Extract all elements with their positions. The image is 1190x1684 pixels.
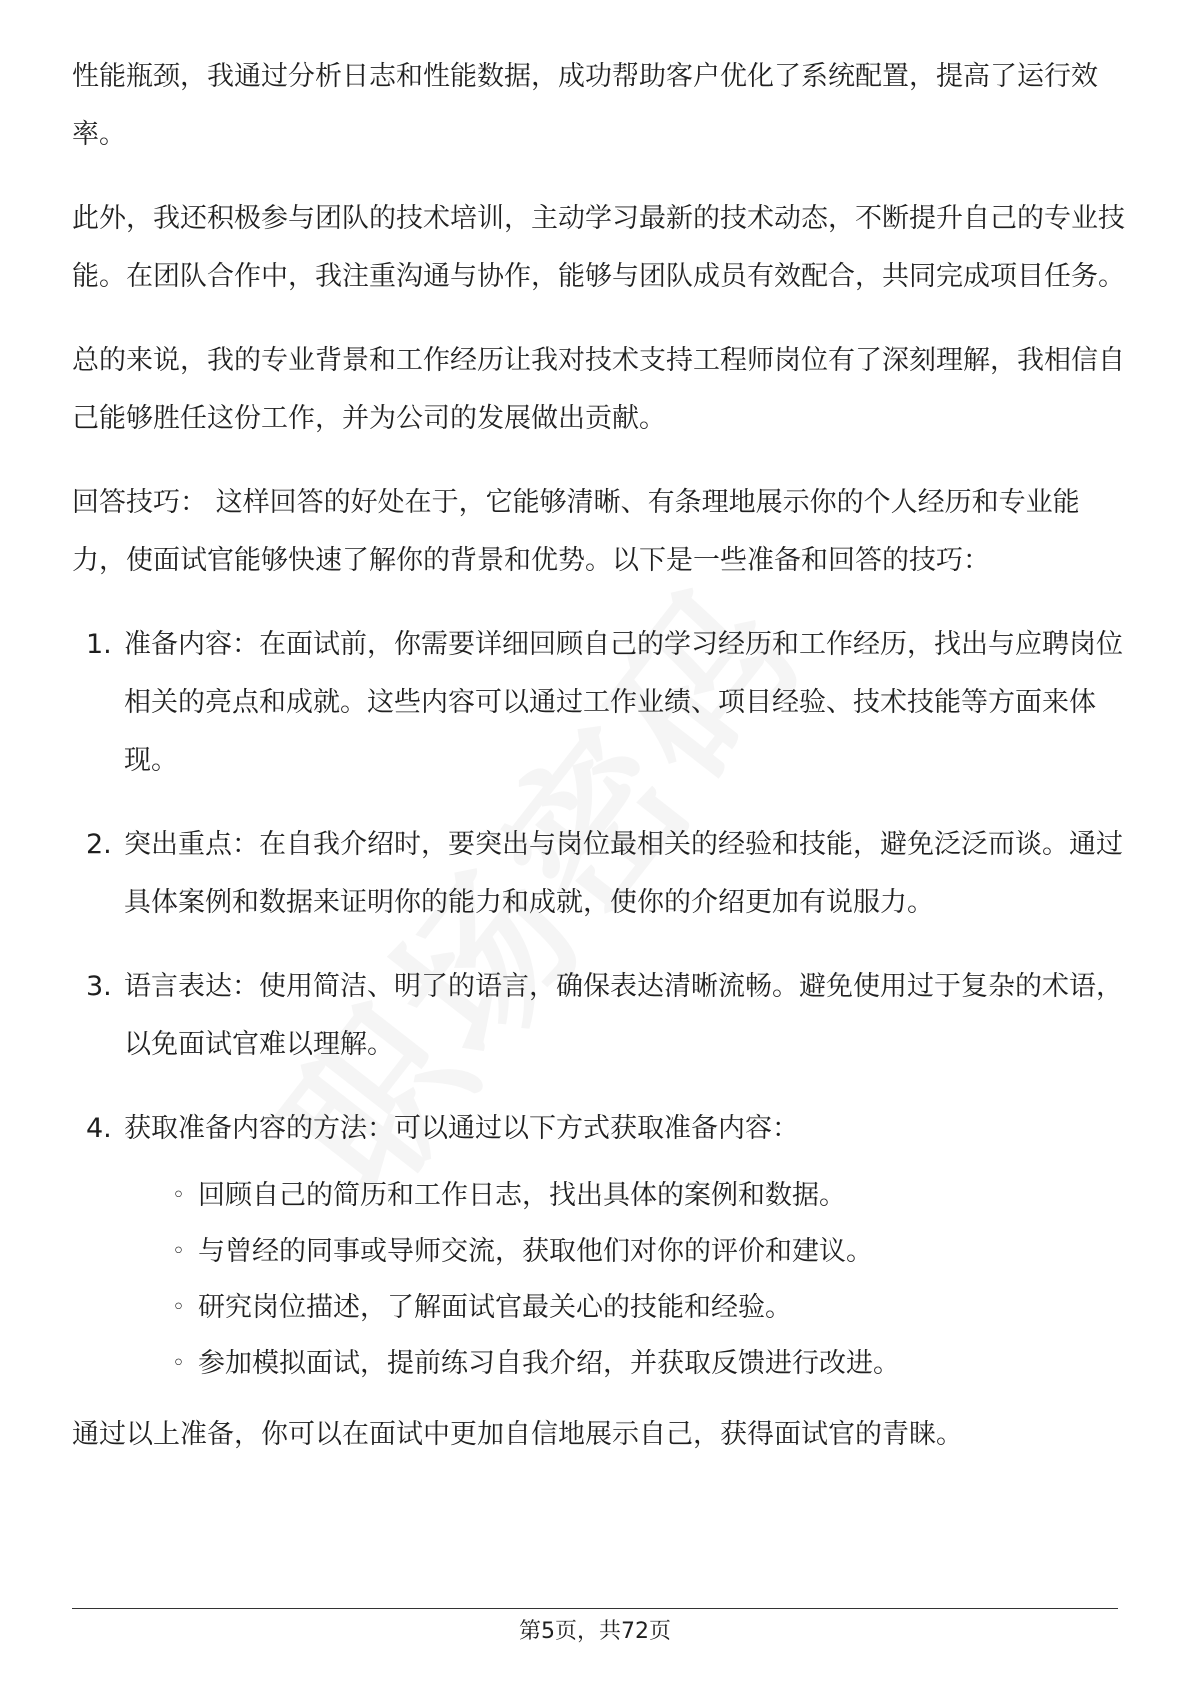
sub-list-item	[172, 1224, 1132, 1280]
paragraph-1: 性能瓶颈，我通过分析日志和性能数据，成功帮助客户优化了系统配置，提高了运行效率。	[72, 61, 1098, 150]
bullet-icon: ◦	[172, 1239, 185, 1264]
page-number: 第5页，共72页	[519, 1619, 671, 1644]
list-item-text: 语言表达：使用简洁、明了的语言，确保表达清晰流畅。避免使用过于复杂的术语，以免面试官难以理解。	[124, 971, 1123, 1060]
paragraph-tips-intro: 回答技巧： 这样回答的好处在于，它能够清晰、有条理地展示你的个人经历和专业能力，使面试官能够快速了解你的背景和优势。以下是一些准备和回答的技巧：	[72, 487, 1080, 576]
paragraph-3: 总的来说，我的专业背景和工作经历让我对技术支持工程师岗位有了深刻理解，我相信自己能够胜任这份工作，并为公司的发展做出贡献。	[72, 345, 1125, 434]
footer-divider	[72, 1608, 1118, 1609]
bullet-icon: ◦	[172, 1183, 185, 1208]
list-number: 3.	[86, 971, 112, 1002]
list-item-text: 突出重点：在自我介绍时，要突出与岗位最相关的经验和技能，避免泛泛而谈。通过具体案例和数据来证明你的能力和成就，使你的介绍更加有说服力。	[124, 829, 1123, 918]
list-item	[72, 616, 1132, 790]
document-body	[72, 48, 1132, 1490]
list-item	[72, 816, 1132, 932]
list-number: 4.	[86, 1113, 112, 1144]
closing-paragraph: 通过以上准备，你可以在面试中更加自信地展示自己，获得面试官的青睐。	[72, 1419, 963, 1450]
sub-list	[124, 1168, 1132, 1392]
list-item	[72, 958, 1132, 1074]
list-number: 2.	[86, 829, 112, 860]
sub-list-item-text: 与曾经的同事或导师交流，获取他们对你的评价和建议。	[198, 1236, 873, 1267]
list-item-text: 获取准备内容的方法：可以通过以下方式获取准备内容：	[124, 1113, 799, 1144]
bullet-icon: ◦	[172, 1351, 185, 1376]
list-item-text: 准备内容：在面试前，你需要详细回顾自己的学习经历和工作经历，找出与应聘岗位相关的亮点和成就。这些内容可以通过工作业绩、项目经验、技术技能等方面来体现。	[124, 629, 1123, 776]
sub-list-item-text: 回顾自己的简历和工作日志，找出具体的案例和数据。	[198, 1180, 846, 1211]
list-item	[72, 1100, 1132, 1392]
sub-list-item	[172, 1336, 1132, 1392]
sub-list-item-text: 参加模拟面试，提前练习自我介绍，并获取反馈进行改进。	[198, 1348, 900, 1379]
sub-list-item	[172, 1280, 1132, 1336]
bullet-icon: ◦	[172, 1295, 185, 1320]
paragraph-2: 此外，我还积极参与团队的技术培训，主动学习最新的技术动态，不断提升自己的专业技能。在团队合作中，我注重沟通与协作，能够与团队成员有效配合，共同完成项目任务。	[72, 203, 1125, 292]
sub-list-item-text: 研究岗位描述，了解面试官最关心的技能和经验。	[198, 1292, 792, 1323]
list-number: 1.	[86, 629, 112, 660]
sub-list-item	[172, 1168, 1132, 1224]
tips-list	[72, 616, 1132, 1392]
